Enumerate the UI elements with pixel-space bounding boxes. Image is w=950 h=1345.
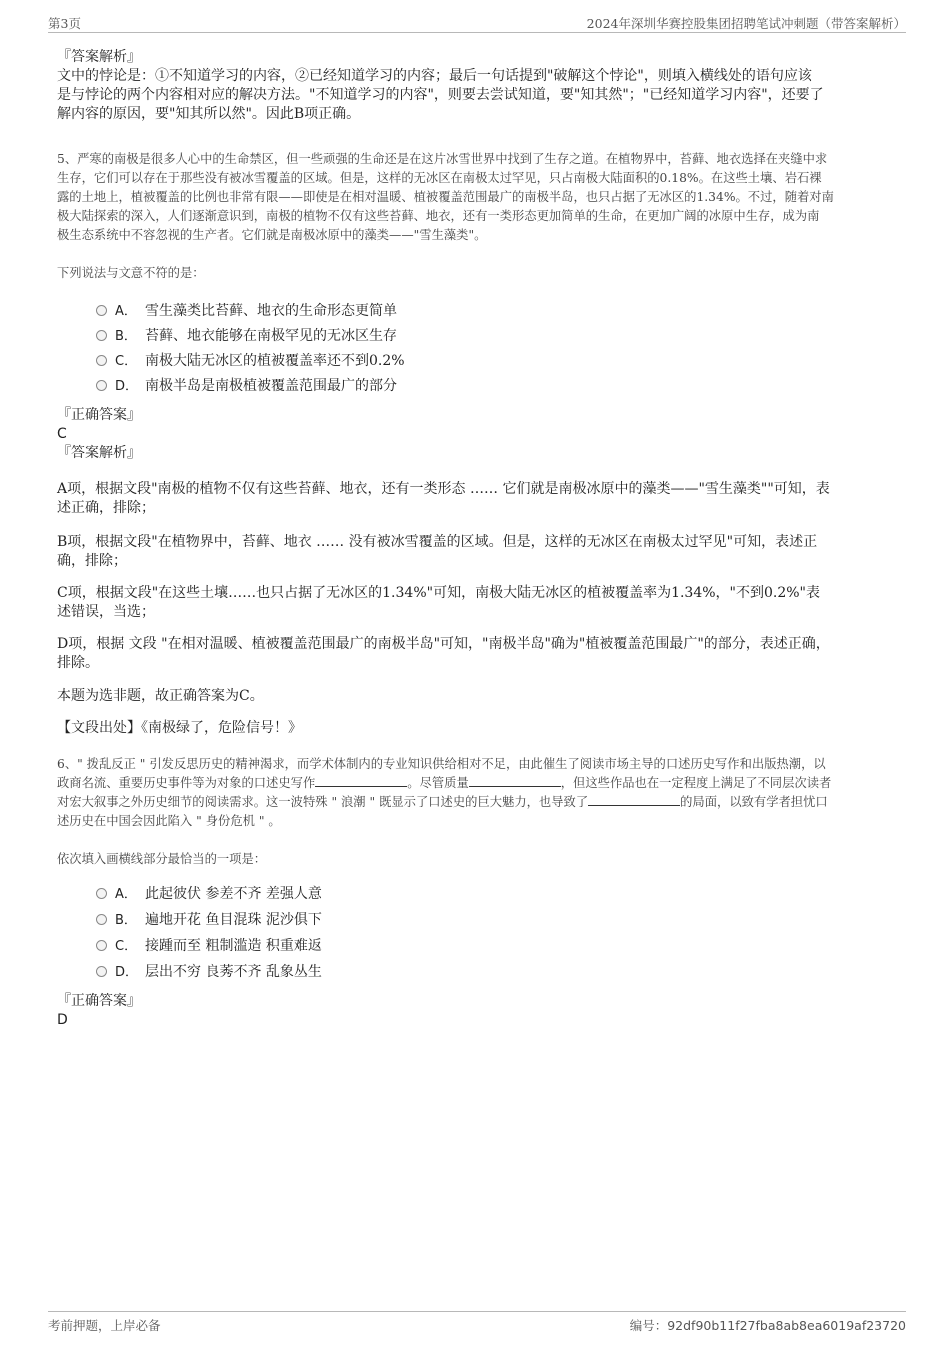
option-letter: D． — [115, 965, 139, 980]
footer-slogan: 考前押题，上岸必备 — [48, 1318, 161, 1333]
passage-line: 极大陆探索的深入，人们逐渐意识到，南极的植物不仅有这些苔藓、地衣，还有一类形态更加简单的生命，在更加广阔的冰原中生存，成为南 — [57, 209, 820, 223]
q6-passage — [57, 755, 897, 831]
passage-line: 5、严寒的南极是很多人心中的生命禁区，但一些顽强的生命还是在这片冰雪世界中找到了生存之道。在植物界中，苔藓、地衣选择在夹缝中求 — [57, 152, 828, 166]
passage-line — [57, 774, 897, 793]
radio-icon[interactable] — [96, 355, 107, 366]
option-text: 接踵而至 粗制滥造 积重难返 — [145, 938, 322, 954]
passage-line: 生存，它们可以存在于那些没有被冰雪覆盖的区域。但是，这样的无冰区在南极太过罕见，只占南极大陆面积的0.18%。在这些土壤、岩石裸 — [57, 171, 822, 185]
option-letter: B． — [115, 913, 137, 928]
passage-text: 的局面，以致有学者担忧口 — [680, 795, 828, 809]
radio-icon[interactable] — [96, 940, 107, 951]
q5-source — [57, 719, 897, 738]
radio-icon[interactable] — [96, 966, 107, 977]
option-text: 南极大陆无冰区的植被覆盖率还不到0.2% — [145, 353, 405, 369]
analysis-line: A项，根据文段"南极的植物不仅有这些苔藓、地衣，还有一类形态 …… 它们就是南极冰原中的藻类——"雪生藻类""可知，表 — [57, 481, 830, 497]
q6-option-d[interactable] — [96, 961, 322, 983]
q5-prompt — [57, 264, 897, 283]
option-letter: C． — [115, 939, 138, 954]
q5-passage — [57, 150, 897, 245]
q5-analysis-d — [57, 635, 897, 673]
answer-label: 『正确答案』 — [57, 993, 141, 1009]
answer-value: D — [57, 1012, 68, 1028]
radio-icon[interactable] — [96, 888, 107, 899]
option-letter: C． — [115, 354, 138, 369]
conclusion-text: 本题为选非题，故正确答案为C。 — [57, 688, 264, 704]
fill-blank-2 — [469, 774, 561, 787]
option-letter: B． — [115, 329, 137, 344]
answer-label: 『正确答案』 — [57, 407, 141, 423]
option-text: 此起彼伏 参差不齐 差强人意 — [145, 886, 322, 902]
radio-icon[interactable] — [96, 330, 107, 341]
q6-prompt — [57, 850, 897, 869]
passage-text: 。尽管质量 — [407, 776, 469, 790]
page-footer — [48, 1311, 906, 1334]
passage-text: 对宏大叙事之外历史细节的阅读需求。这一波特殊 " 浪潮 " 既显示了口述史的巨大魅力，也导致了 — [57, 795, 589, 809]
fill-blank-1 — [315, 774, 407, 787]
option-text: 苔藓、地衣能够在南极罕见的无冰区生存 — [145, 328, 397, 344]
fill-blank-3 — [588, 793, 680, 806]
passage-line: 述历史在中国会因此陷入 " 身份危机 " 。 — [57, 814, 281, 828]
analysis-label: 『答案解析』 — [57, 445, 141, 461]
radio-icon[interactable] — [96, 380, 107, 391]
page-header — [48, 14, 906, 33]
analysis-line: 确，排除； — [57, 553, 127, 569]
option-text: 南极半岛是南极植被覆盖范围最广的部分 — [145, 378, 397, 394]
q5-option-d[interactable] — [96, 375, 397, 397]
analysis-line: 述错误，当选； — [57, 604, 155, 620]
q5-analysis-c — [57, 584, 897, 622]
option-text: 遍地开花 鱼目混珠 泥沙俱下 — [145, 912, 322, 928]
passage-text: 政商名流、重要历史事件等为对象的口述史写作 — [57, 776, 316, 790]
analysis-line: 述正确，排除； — [57, 500, 155, 516]
analysis-label: 『答案解析』 — [57, 49, 141, 65]
analysis-line: 解内容的原因，要"知其所以然"。因此B项正确。 — [57, 106, 361, 122]
q5-conclusion — [57, 687, 897, 706]
source-text: 【文段出处】《南极绿了，危险信号！》 — [57, 720, 302, 736]
q6-answer — [57, 992, 897, 1030]
prev-analysis — [57, 48, 897, 124]
radio-icon[interactable] — [96, 914, 107, 925]
document-title: 2024年深圳华赛控股集团招聘笔试冲刺题（带答案解析） — [586, 16, 906, 31]
document-id: 编号：92df90b11f27fba8ab8ea6019af23720 — [629, 1318, 906, 1333]
analysis-line: 是与悖论的两个内容相对应的解决方法。"不知道学习的内容"，则要去尝试知道，要"知其然"；"已经知道学习内容"，还要了 — [57, 87, 824, 103]
q6-option-a[interactable] — [96, 883, 322, 905]
analysis-line: 文中的悖论是：①不知道学习的内容，②已经知道学习的内容；最后一句话提到"破解这个悖论"，则填入横线处的语句应该 — [57, 68, 812, 84]
option-text: 层出不穷 良莠不齐 乱象丛生 — [145, 964, 322, 980]
analysis-line: 排除。 — [57, 655, 99, 671]
q5-option-c[interactable] — [96, 350, 405, 372]
passage-line: 6、" 拨乱反正 " 引发反思历史的精神渴求，而学术体制内的专业知识供给相对不足，由此催生了阅读市场主导的口述历史写作和出版热潮，以 — [57, 757, 826, 771]
analysis-line: B项，根据文段"在植物界中，苔藓、地衣 …… 没有被冰雪覆盖的区域。但是，这样的无冰区在南极太过罕见"可知，表述正 — [57, 534, 818, 550]
q6-option-b[interactable] — [96, 909, 322, 931]
q5-option-a[interactable] — [96, 300, 397, 322]
passage-text: ，但这些作品也在一定程度上满足了不同层次读者 — [560, 776, 832, 790]
page-number: 第3页 — [48, 16, 81, 31]
q5-option-b[interactable] — [96, 325, 397, 347]
passage-line — [57, 793, 897, 812]
analysis-line: C项，根据文段"在这些土壤……也只占据了无冰区的1.34%"可知，南极大陆无冰区的植被覆盖率为1.34%，"不到0.2%"表 — [57, 585, 820, 601]
radio-icon[interactable] — [96, 305, 107, 316]
option-letter: D． — [115, 379, 139, 394]
q6-option-c[interactable] — [96, 935, 322, 957]
answer-value: C — [57, 426, 67, 442]
option-letter: A． — [115, 304, 137, 319]
analysis-line: D项，根据 文段 "在相对温暖、植被覆盖范围最广的南极半岛"可知，"南极半岛"确为"植被覆盖范围最广"的部分，表述正确， — [57, 636, 830, 652]
passage-line: 极生态系统中不容忽视的生产者。它们就是南极冰原中的藻类——"雪生藻类"。 — [57, 228, 487, 242]
q5-analysis-a — [57, 480, 897, 518]
question-prompt: 下列说法与文意不符的是： — [57, 266, 205, 280]
question-prompt: 依次填入画横线部分最恰当的一项是： — [57, 852, 267, 866]
q5-analysis-b — [57, 533, 897, 571]
option-letter: A． — [115, 887, 137, 902]
q5-answer — [57, 406, 897, 463]
option-text: 雪生藻类比苔藓、地衣的生命形态更简单 — [145, 303, 397, 319]
passage-line: 露的土地上，植被覆盖的比例也非常有限——即使是在相对温暖、植被覆盖范围最广的南极半岛，也只占据了无冰区的1.34%。不过，随着对南 — [57, 190, 834, 204]
